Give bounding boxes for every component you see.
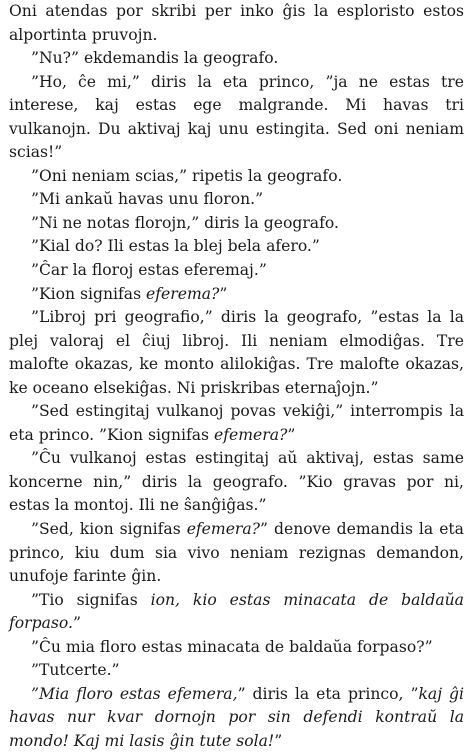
paragraph-text: ”Sed, kion signifas — [31, 520, 187, 539]
italic-text: ”Mia floro estas efemera, — [31, 684, 238, 703]
paragraph-text: ” — [219, 284, 228, 303]
paragraph-text: ” — [72, 614, 81, 633]
paragraph-4 — [9, 165, 464, 189]
paragraph-text: ”Nu?” ekdemandis la geografo. — [31, 49, 279, 68]
paragraph-2 — [9, 47, 464, 71]
paragraph-text: ”Kial do? Ili estas la blej bela afero.” — [31, 237, 320, 256]
italic-term: efemera? — [186, 520, 261, 539]
paragraph-15 — [9, 636, 464, 660]
paragraph-11 — [9, 400, 464, 447]
paragraph-6 — [9, 212, 464, 236]
paragraph-text: ”Ĉu vulkanoj estas estingitaj aŭ aktivaj, estas same koncerne nin,” diris la geografo. ”Kio gravas por ni, estas la montoj. Ili ne ŝanĝiĝas.” — [9, 449, 464, 515]
paragraph-text: ”Sed estingitaj vulkanoj povas vekiĝi,” interrompis la eta princo. ”Kion signifas — [9, 402, 464, 444]
paragraph-text: ”Ho, ĉe mi,” diris la eta princo, ”ja ne estas tre interese, kaj estas ege malgrande. Mi havas tri vulkanojn. Du aktivaj kaj unu estingita. Sed oni neniam scias!” — [9, 72, 464, 162]
paragraph-text: ”Mi ankaŭ havas unu floron.” — [31, 190, 264, 209]
paragraph-10 — [9, 306, 464, 400]
paragraph-text: ”Kion signifas — [31, 284, 147, 303]
paragraph-13 — [9, 518, 464, 589]
paragraph-text: ”Tutcerte.” — [31, 661, 120, 680]
paragraph-8 — [9, 259, 464, 283]
paragraph-17 — [9, 683, 464, 754]
paragraph-text: Oni atendas por skribi per inko ĝis la esploristo estos alportinta pruvojn. — [9, 2, 464, 44]
italic-term: efemera? — [214, 425, 288, 444]
paragraph-text: ”Libroj pri geografio,” diris la geografo, ”estas la la plej valoraj el ĉiuj libroj. Ili neniam elmodiĝas. Tre malofte okazas, ke monto alilokiĝas. Tre malofte okazas, ke oceano elsekiĝas. Ni priskribas eternaĵojn.” — [9, 308, 464, 397]
paragraph-text: ”Ĉar la floroj estas eferemaj.” — [31, 261, 267, 280]
paragraph-16 — [9, 659, 464, 683]
paragraph-text: ”Tio signifas — [31, 590, 151, 609]
paragraph-text: ” denove demandis la eta princo, kiu dum sia vivo neniam rezignas demandon, unufoje farinte ĝin. — [9, 520, 464, 586]
paragraph-text: ”Ni ne notas florojn,” diris la geografo. — [31, 213, 339, 232]
italic-definition: ion, kio estas minacata de baldaŭa forpaso. — [9, 590, 464, 633]
italic-text: kaj ĝi havas nur kvar dornojn por sin defendi kontraŭ la mondo! Kaj mi lasis ĝin tute sola! — [9, 684, 465, 750]
paragraph-5 — [9, 188, 464, 212]
paragraph-9 — [9, 283, 464, 307]
paragraph-text: ” diris la eta princo, ” — [237, 684, 419, 703]
paragraph-text: ” — [274, 731, 283, 750]
paragraph-text: ” — [287, 425, 296, 444]
paragraph-1 — [9, 0, 464, 47]
paragraph-7 — [9, 235, 464, 259]
paragraph-text: ”Ĉu mia floro estas minacata de baldaŭa forpaso?” — [31, 637, 433, 656]
paragraph-3 — [9, 71, 464, 165]
italic-term: eferema? — [146, 284, 220, 303]
paragraph-text: ”Oni neniam scias,” ripetis la geografo. — [31, 166, 343, 185]
paragraph-14 — [9, 589, 464, 636]
paragraph-12 — [9, 447, 464, 518]
